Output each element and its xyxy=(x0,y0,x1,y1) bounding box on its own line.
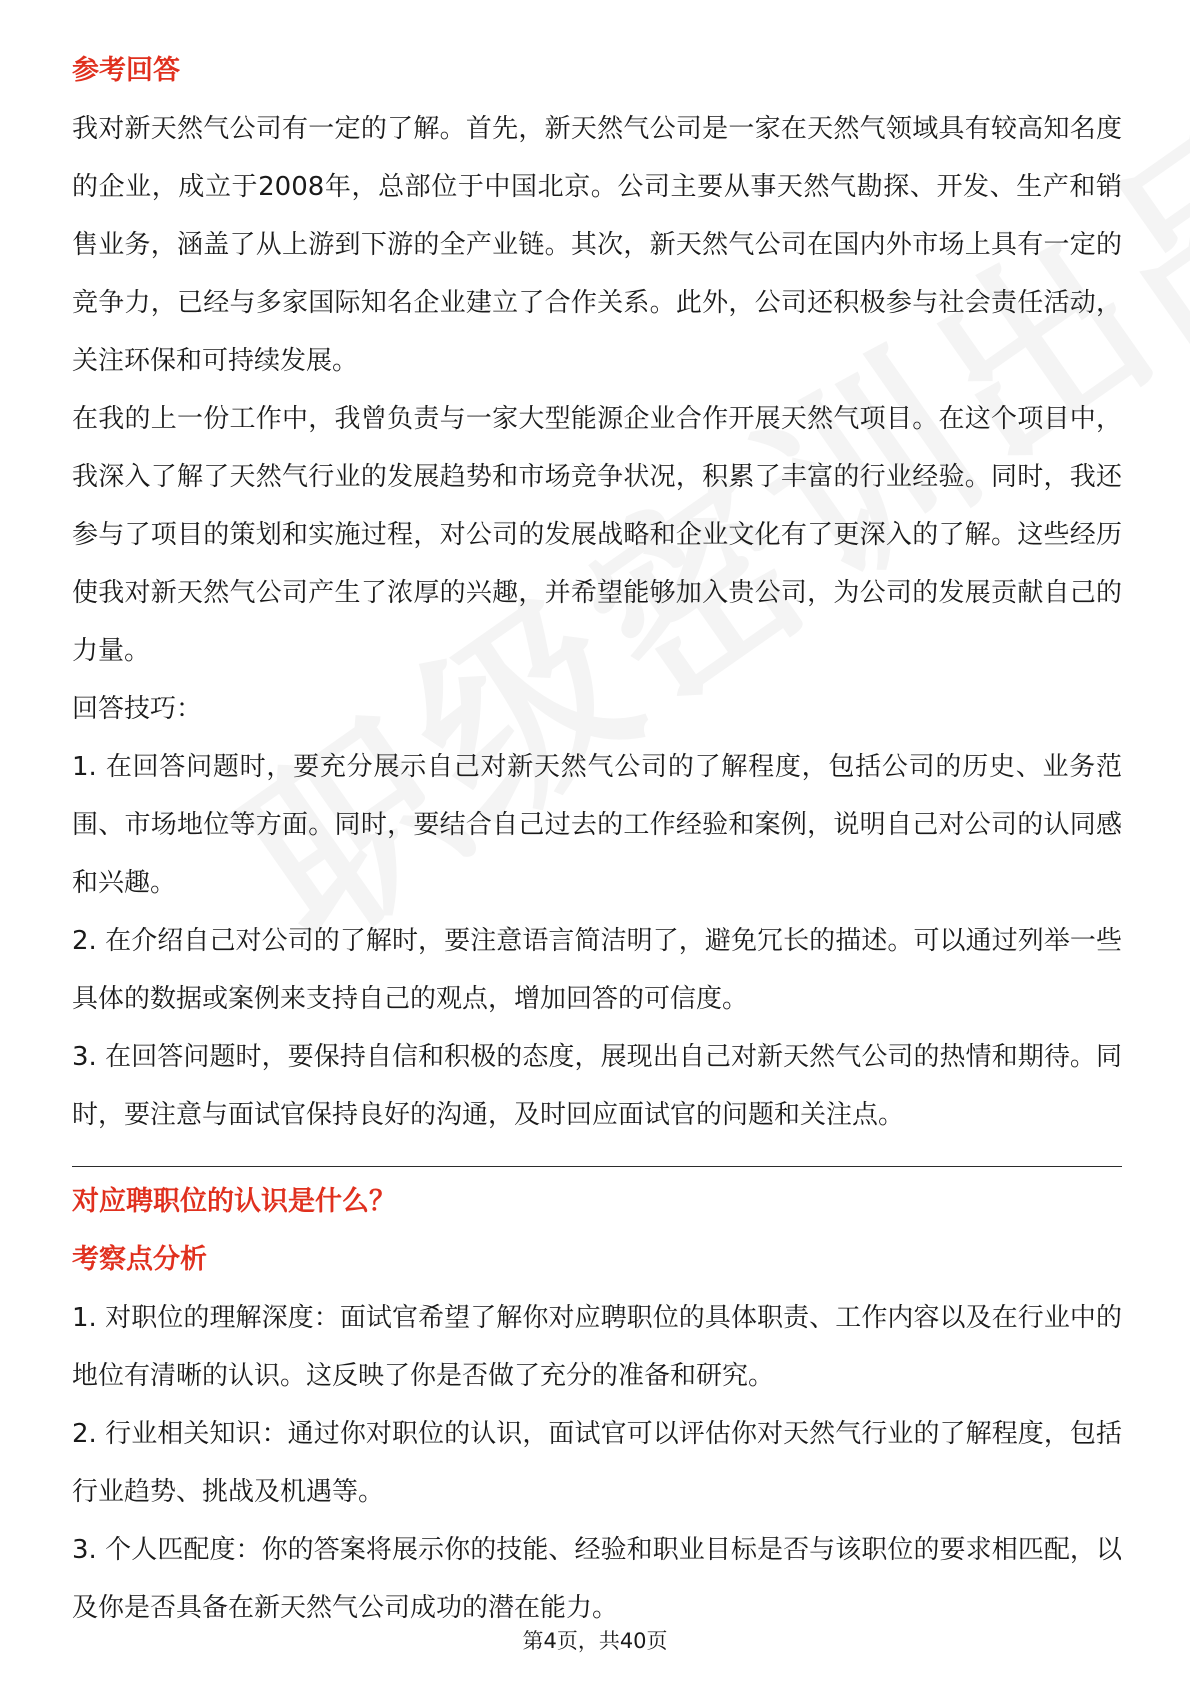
section-heading: 参考回答 xyxy=(72,55,180,86)
paragraph: 回答技巧： xyxy=(72,694,203,724)
list-item: 2. 行业相关知识：通过你对职位的认识，面试官可以评估你对天然气行业的了解程度，包括行业趋势、挑战及机遇等。 xyxy=(72,1419,1122,1507)
list-item: 3. 个人匹配度：你的答案将展示你的技能、经验和职业目标是否与该职位的要求相匹配，以及你是否具备在新天然气公司成功的潜在能力。 xyxy=(72,1535,1122,1623)
section-question xyxy=(72,1173,1122,1637)
list-item: 1. 在回答问题时，要充分展示自己对新天然气公司的了解程度，包括公司的历史、业务范围、市场地位等方面。同时，要结合自己过去的工作经验和案例，说明自己对公司的认同感和兴趣。 xyxy=(72,752,1122,898)
list-item: 2. 在介绍自己对公司的了解时，要注意语言简洁明了，避免冗长的描述。可以通过列举一些具体的数据或案例来支持自己的观点，增加回答的可信度。 xyxy=(72,926,1122,1014)
divider xyxy=(72,1166,1122,1167)
section-heading: 考察点分析 xyxy=(72,1244,207,1275)
paragraph: 我对新天然气公司有一定的了解。首先，新天然气公司是一家在天然气领域具有较高知名度的企业，成立于2008年，总部位于中国北京。公司主要从事天然气勘探、开发、生产和销售业务，涵盖了从上游到下游的全产业链。其次，新天然气公司在国内外市场上具有一定的竞争力，已经与多家国际知名企业建立了合作关系。此外，公司还积极参与社会责任活动，关注环保和可持续发展。 xyxy=(72,114,1122,376)
paragraph: 在我的上一份工作中，我曾负责与一家大型能源企业合作开展天然气项目。在这个项目中，我深入了解了天然气行业的发展趋势和市场竞争状况，积累了丰富的行业经验。同时，我还参与了项目的策划和实施过程，对公司的发展战略和企业文化有了更深入的了解。这些经历使我对新天然气公司产生了浓厚的兴趣，并希望能够加入贵公司，为公司的发展贡献自己的力量。 xyxy=(72,404,1122,666)
section-reference-answer xyxy=(72,42,1122,1144)
question-title: 对应聘职位的认识是什么？ xyxy=(72,1186,396,1217)
page-number: 第4页，共40页 xyxy=(522,1629,668,1653)
document-page xyxy=(72,42,1122,1637)
list-item: 1. 对职位的理解深度：面试官希望了解你对应聘职位的具体职责、工作内容以及在行业中的地位有清晰的认识。这反映了你是否做了充分的准备和研究。 xyxy=(72,1303,1122,1391)
list-item: 3. 在回答问题时，要保持自信和积极的态度，展现出自己对新天然气公司的热情和期待。同时，要注意与面试官保持良好的沟通，及时回应面试官的问题和关注点。 xyxy=(72,1042,1122,1130)
